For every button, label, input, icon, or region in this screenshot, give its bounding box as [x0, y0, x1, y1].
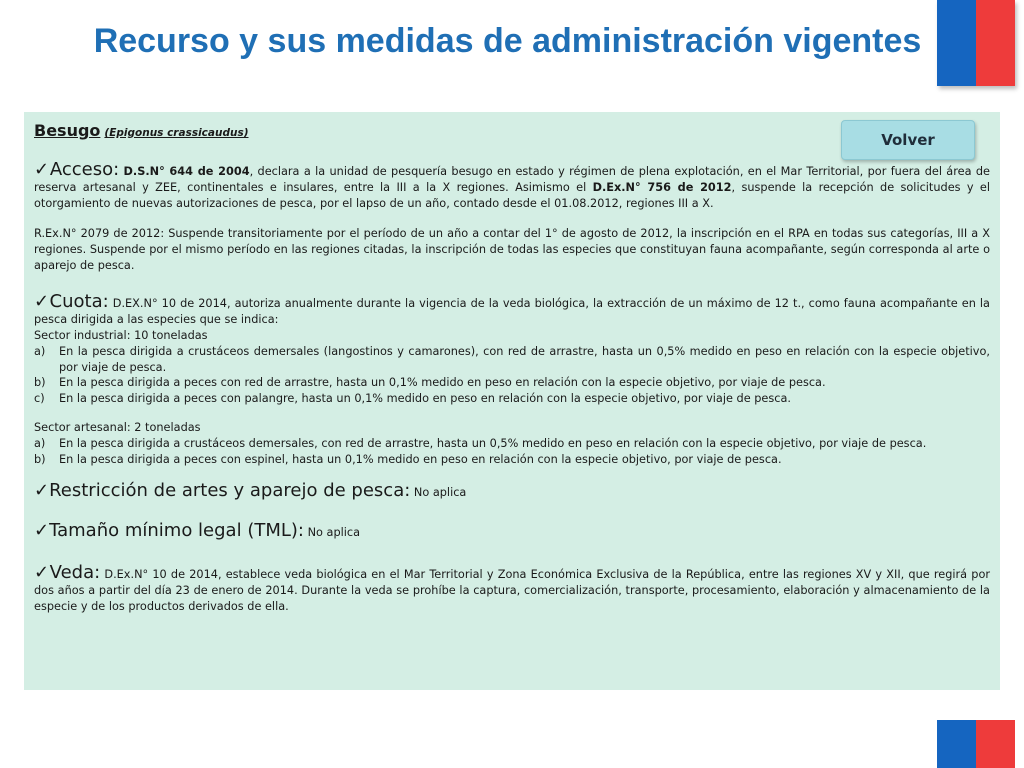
acceso-heading: Acceso: — [49, 159, 120, 180]
cuota-industrial-list — [34, 344, 990, 406]
chile-flag-logo-bottom — [937, 720, 1015, 768]
list-item: c) En la pesca dirigida a peces con palangre, hasta un 0,1% medido en peso en relación con la especie objetivo, por viaje de pesca. — [34, 391, 791, 405]
content-panel — [24, 112, 1000, 690]
veda-text: D.Ex.N° 10 de 2014, establece veda biológica en el Mar Territorial y Zona Económica Exclusiva de la República, entre las regiones XV y XII, que regirá por dos años a partir del día 23 de enero de 2014. Durante la veda se prohíbe la captura, comercialización, transporte, procesamiento, elaboración y almacenamiento de la especie y de los productos derivados de ella. — [34, 568, 990, 613]
check-icon: ✓ — [34, 562, 50, 583]
species-name: Besugo — [34, 121, 101, 140]
acceso-text-2: , suspende la recepción de solicitudes y el otorgamiento de nuevas autorizaciones de pesca, por el lapso de un año, contado desde el 01.08.2012, regiones III a X. — [34, 181, 991, 210]
acceso-text-1: , declara a la unidad de pesquería besugo en estado y régimen de plena explotación, en el Mar Territorial, por fuera del área de reserva artesanal y ZEE, continentales e insulares, entre la III a la X regiones. Asimismo el — [34, 165, 990, 194]
cuota-section — [34, 291, 990, 328]
cuota-intro: D.EX.N° 10 de 2014, autoriza anualmente durante la vigencia de la veda biológica, la extracción de un máximo de 12 t., como fauna acompañante en la pesca dirigida a las especies que se indica: — [34, 297, 990, 326]
chile-flag-logo-top — [937, 0, 1015, 86]
cuota-artesanal-list — [34, 436, 990, 467]
list-item: b) En la pesca dirigida a peces con espinel, hasta un 0,1% medido en peso en relación con la especie objetivo, por viaje de pesca. — [34, 452, 782, 466]
acceso-ref-ds644: D.S.N° 644 de 2004 — [123, 165, 250, 178]
list-item: a) En la pesca dirigida a crustáceos demersales (langostinos y camarones), con red de arrastre, hasta un 0,5% medido en peso en relación con la especie objetivo, por viaje de pesca. — [34, 345, 990, 374]
acceso-ref-dex756: D.Ex.N° 756 de 2012 — [592, 181, 732, 194]
page-title: Recurso y sus medidas de administración vigentes — [93, 22, 922, 60]
veda-heading: Veda: — [49, 562, 101, 583]
veda-section — [34, 562, 990, 615]
check-icon: ✓ — [34, 520, 50, 541]
check-icon: ✓ — [34, 480, 50, 501]
tml-value: No aplica — [307, 526, 361, 539]
acceso-section — [34, 159, 991, 212]
check-icon: ✓ — [34, 291, 50, 312]
list-item: a) En la pesca dirigida a crustáceos demersales, con red de arrastre, hasta un 0,5% medido en peso en relación con la especie objetivo, por viaje de pesca. — [34, 437, 927, 450]
list-item: b) En la pesca dirigida a peces con red de arrastre, hasta un 0,1% medido en peso en relación con la especie objetivo, por viaje de pesca. — [34, 376, 826, 389]
check-icon: ✓ — [34, 159, 50, 180]
tml-section — [34, 520, 990, 541]
restriccion-value: No aplica — [413, 486, 467, 499]
restriccion-section — [34, 480, 990, 501]
volver-button[interactable]: Volver — [841, 120, 975, 160]
tml-heading: Tamaño mínimo legal (TML): — [49, 520, 304, 541]
cuota-heading: Cuota: — [49, 291, 109, 312]
species-scientific-name: (Epigonus crassicaudus) — [104, 127, 249, 139]
cuota-artesanal-title: Sector artesanal: 2 toneladas — [34, 421, 201, 434]
cuota-industrial-title: Sector industrial: 10 toneladas — [34, 329, 208, 342]
acceso-rex-text: R.Ex.N° 2079 de 2012: Suspende transitoriamente por el período de un año a contar del 1° de agosto de 2012, la inscripción en el RPA en todas sus categorías, III a X regiones. Suspende por el mismo período en las regiones citadas, la inscripción de todas las especies que constituyan fauna acompañante, según corresponda al arte o aparejo de pesca. — [34, 227, 990, 272]
restriccion-heading: Restricción de artes y aparejo de pesca: — [49, 480, 411, 501]
